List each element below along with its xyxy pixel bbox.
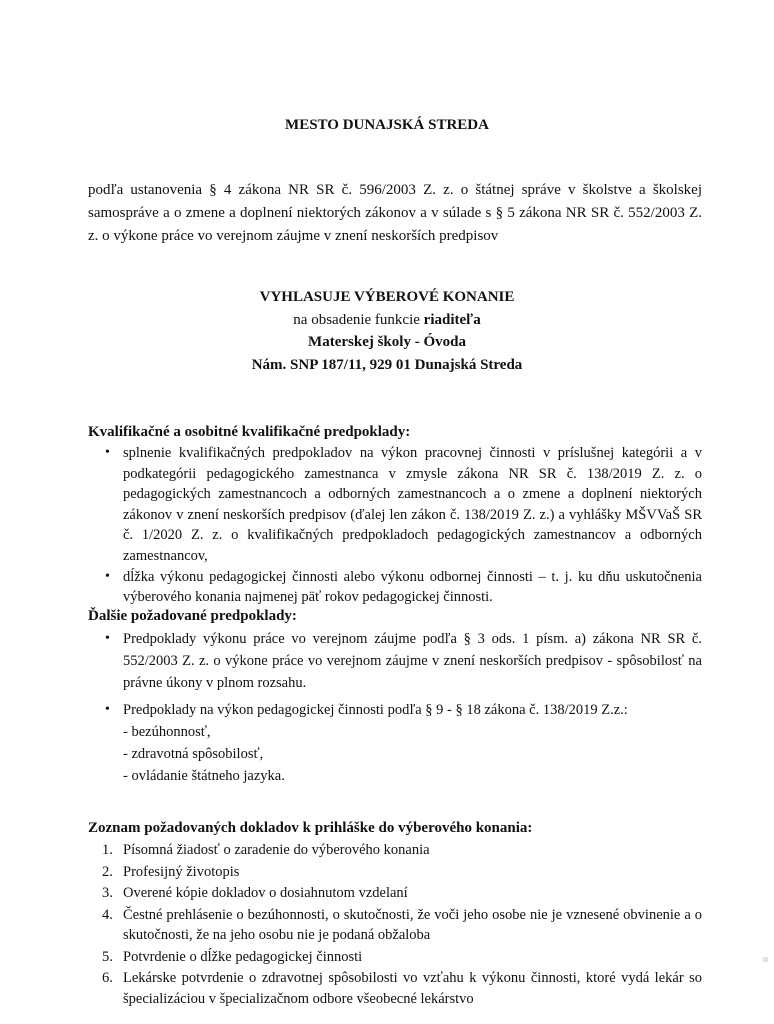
- position-prefix: na obsadenie funkcie: [293, 311, 424, 328]
- bullet-icon: •: [105, 631, 110, 646]
- list-item: [88, 567, 702, 608]
- item-number: 2.: [102, 863, 113, 880]
- document-title: MESTO DUNAJSKÁ STREDA: [285, 117, 489, 133]
- bullet-icon: •: [105, 568, 110, 584]
- list-item: [88, 628, 702, 694]
- list-item-text: Predpoklady výkonu práce vo verejnom záujme podľa § 3 ods. 1 písm. a) zákona NR SR č. 552/2003 Z. z. o výkone práce vo verejnom záujme v znení neskorších predpisov - spôsobilosť na právne úkony v plnom rozsahu.: [123, 631, 702, 691]
- subitem-integrity: - bezúhonnosť,: [123, 724, 211, 740]
- section1-list: [88, 443, 702, 608]
- list-item-text: Lekárske potvrdenie o zdravotnej spôsobilosti vo vzťahu k výkonu činnosti, ktoré vydá lekár so špecializáciou v špecializačnom odbore všeobecné lekárstvo: [123, 970, 702, 1007]
- list-item-text: Čestné prehlásenie o bezúhonnosti, o skutočnosti, že voči jeho osobe nie je vznesené obvinenie a o skutočnosti, že na jeho osobu nie je podaná obžaloba: [123, 906, 702, 943]
- intro-paragraph: podľa ustanovenia § 4 zákona NR SR č. 596/2003 Z. z. o štátnej správe v školstve a školskej samospráve a o zmene a doplnení niektorých zákonov a v súlade s § 5 zákona NR SR č. 552/2003 Z. z. o výkone práce vo verejnom záujme v znení neskorších predpisov: [88, 182, 702, 244]
- item-number: 5.: [102, 948, 113, 965]
- list-item: [88, 840, 702, 861]
- list-item: [88, 699, 702, 787]
- list-item-text: Písomná žiadosť o zaradenie do výberového konania: [123, 842, 430, 858]
- list-item-text: splnenie kvalifikačných predpokladov na výkon pracovnej činnosti v príslušnej kategórii a v podkategórii pedagogického zamestnanca v zmysle zákona NR SR č. 138/2019 Z. z. o pedagogických zamestnancoch a odborných zamestnancoch a o zmene a doplnení niektorých zákonov v znení neskorších predpisov (ďalej len zákon č. 138/2019 Z. z.) a vyhlášky MŠVVaŠ SR č. 1/2020 Z. z. o kvalifikačných predpokladoch pedagogických zamestnancov a odborných zamestnancov,: [123, 445, 702, 564]
- list-item-text: Profesijný životopis: [123, 863, 240, 880]
- bullet-icon: •: [105, 702, 110, 717]
- announcement-block: [0, 286, 774, 376]
- section1-heading: Kvalifikačné a osobitné kvalifikačné predpoklady:: [88, 424, 411, 440]
- list-item: [88, 968, 702, 1009]
- subitem-health: - zdravotná spôsobilosť,: [123, 746, 264, 762]
- announcement-heading: VYHLASUJE VÝBEROVÉ KONANIE: [259, 289, 515, 305]
- item-number: 6.: [102, 970, 113, 986]
- school-name: Materskej školy - Óvoda: [308, 334, 466, 350]
- bullet-icon: •: [105, 445, 110, 460]
- section2-heading: Ďalšie požadované predpoklady:: [88, 608, 297, 624]
- scan-mark: [763, 957, 768, 962]
- list-item-text: Potvrdenie o dĺžke pedagogickej činnosti: [123, 948, 363, 965]
- list-item: [88, 862, 702, 883]
- item-number: 1.: [102, 842, 113, 858]
- section2-list: [88, 628, 702, 792]
- item-number: 4.: [102, 906, 113, 923]
- list-item: [88, 443, 702, 567]
- list-item-text: Predpoklady na výkon pedagogickej činnosti podľa § 9 - § 18 zákona č. 138/2019 Z.z.:: [123, 702, 628, 718]
- list-item: [88, 947, 702, 968]
- position-title: riaditeľa: [423, 311, 481, 328]
- item-number: 3.: [102, 885, 113, 901]
- subitem-language: - ovládanie štátneho jazyka.: [123, 768, 285, 784]
- position-line: [0, 309, 774, 332]
- list-item-text: dĺžka výkonu pedagogickej činnosti alebo výkonu odbornej činnosti – t. j. ku dňu uskutočnenia výberového konania najmenej päť rokov pedagogickej činnosti.: [123, 568, 702, 606]
- section3-list: [88, 840, 702, 1010]
- list-item: [88, 883, 702, 904]
- list-item: [88, 905, 702, 946]
- section3-heading: Zoznam požadovaných dokladov k prihláške do výberového konania:: [88, 820, 533, 836]
- list-item-text: Overené kópie dokladov o dosiahnutom vzdelaní: [123, 885, 408, 901]
- school-address: Nám. SNP 187/11, 929 01 Dunajská Streda: [251, 356, 523, 373]
